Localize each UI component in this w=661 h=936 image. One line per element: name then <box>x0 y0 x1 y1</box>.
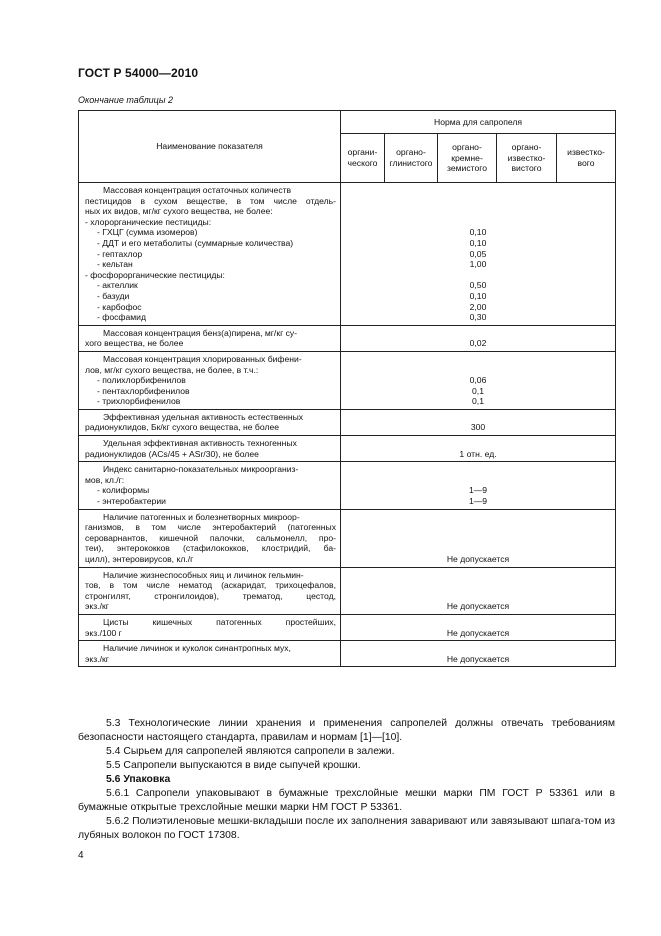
norms-table <box>78 110 616 667</box>
row-value-biphenyls: 0,06 0,1 0,1 <box>341 351 616 409</box>
row-name-pathogens: Наличие патогенных и болезнетворных микроор- ганизмов, в том числе энтеробактерий (патогенных сероварнантов, кишечной палочки, сальмонелл, про- теи), энтерококков (стафилококков, клостридий, ба- цилл), энтеровирусов, кл./г <box>79 509 341 567</box>
subheader-calcareous: известко- вого <box>557 134 616 183</box>
row-name-sanitary-index: Индекс санитарно-показательных микроорганиз- мов, кл./г: - колиформы - энтеробактерии <box>79 462 341 509</box>
table-row <box>79 183 616 326</box>
subheader-organic: органи- ческого <box>341 134 385 183</box>
row-name-benzopyrene: Массовая концентрация бенз(а)пирена, мг/кг су- хого вещества, не более <box>79 325 341 351</box>
row-value-technogenic-radionuclides: 1 отн. ед. <box>341 436 616 462</box>
subheader-organo-calcareous: органо- известко- вистого <box>497 134 557 183</box>
row-name-natural-radionuclides: Эффективная удельная активность естественных радионуклидов, Бк/кг сухого вещества, не более <box>79 409 341 435</box>
table-row <box>79 509 616 567</box>
column-header-norm: Норма для сапропеля <box>341 111 616 134</box>
table-row <box>79 567 616 614</box>
table-row <box>79 641 616 667</box>
table-row <box>79 436 616 462</box>
row-value-helminths: Не допускается <box>341 567 616 614</box>
paragraph-5-5: 5.5 Сапропели выпускаются в виде сыпучей крошки. <box>106 760 361 771</box>
table-row <box>79 462 616 509</box>
row-name-helminths: Наличие жизнеспособных яиц и личинок гельмин- тов, в том числе нематод (аскаридат, трихоцефалов, стронгилят, стронгилоидов), трематод, цестод, экз./кг <box>79 567 341 614</box>
table-row <box>79 409 616 435</box>
table-row <box>79 351 616 409</box>
row-value-protozoa-cysts: Не допускается <box>341 614 616 640</box>
table-row <box>79 614 616 640</box>
row-value-benzopyrene: 0,02 <box>341 325 616 351</box>
document-code: ГОСТ Р 54000—2010 <box>78 66 199 80</box>
body-text <box>78 717 615 843</box>
row-value-pesticides: 0,10 0,10 0,05 1,00 0,50 0,10 2,00 0,30 <box>341 183 616 326</box>
row-name-fly-larvae: Наличие личинок и куколок синантропных мух, экз./кг <box>79 641 341 667</box>
subheader-organo-clay: органо- глинистого <box>385 134 438 183</box>
row-value-sanitary-index: 1—9 1—9 <box>341 462 616 509</box>
column-header-indicator: Наименование показателя <box>79 111 341 183</box>
paragraph-5-6-1: 5.6.1 Сапропели упаковывают в бумажные трехслойные мешки марки ПМ ГОСТ Р 53361 или в бумажные открытые трехслойные мешки марки НМ ГОСТ Р 53361. <box>78 788 615 813</box>
row-name-biphenyls: Массовая концентрация хлорированных бифени- лов, мг/кг сухого вещества, не более, в т.ч.: - полихлорбифенилов - пентахлорбифенилов - трихлорбифенилов <box>79 351 341 409</box>
page-number: 4 <box>78 850 84 861</box>
subheader-organo-siliceous: органо- кремне- земистого <box>438 134 497 183</box>
row-value-natural-radionuclides: 300 <box>341 409 616 435</box>
paragraph-5-3: 5.3 Технологические линии хранения и применения сапропелей должны отвечать требованиям безопасности настоящего стандарта, правилам и нормам [1]—[10]. <box>78 718 615 743</box>
row-value-pathogens: Не допускается <box>341 509 616 567</box>
section-heading-packaging: 5.6 Упаковка <box>106 774 171 785</box>
paragraph-5-6-2: 5.6.2 Полиэтиленовые мешки-вкладыши после их заполнения заваривают или завязывают шпага-том из лубяных волокон по ГОСТ 17308. <box>78 816 615 841</box>
table-row <box>79 325 616 351</box>
row-name-pesticides: Массовая концентрация остаточных количеств пестицидов в сухом веществе, в том числе отдель- ных их видов, мг/кг сухого вещества, не более: - хлорорганические пестициды: - ГХЦГ (сумма изомеров) - ДДТ и его метаболиты (суммарные количества) - гептахлор - кельтан - фосфорорганические пестициды: - актеллик - базуди - карбофос - фосфамид <box>79 183 341 326</box>
row-value-fly-larvae: Не допускается <box>341 641 616 667</box>
row-name-protozoa-cysts: Цисты кишечных патогенных простейших, экз./100 г <box>79 614 341 640</box>
paragraph-5-4: 5.4 Сырьем для сапропелей являются сапропели в залежи. <box>106 746 395 757</box>
table-caption: Окончание таблицы 2 <box>78 95 173 105</box>
row-name-technogenic-radionuclides: Удельная эффективная активность техногенных радионуклидов (ACs/45 + ASr/30), не более <box>79 436 341 462</box>
